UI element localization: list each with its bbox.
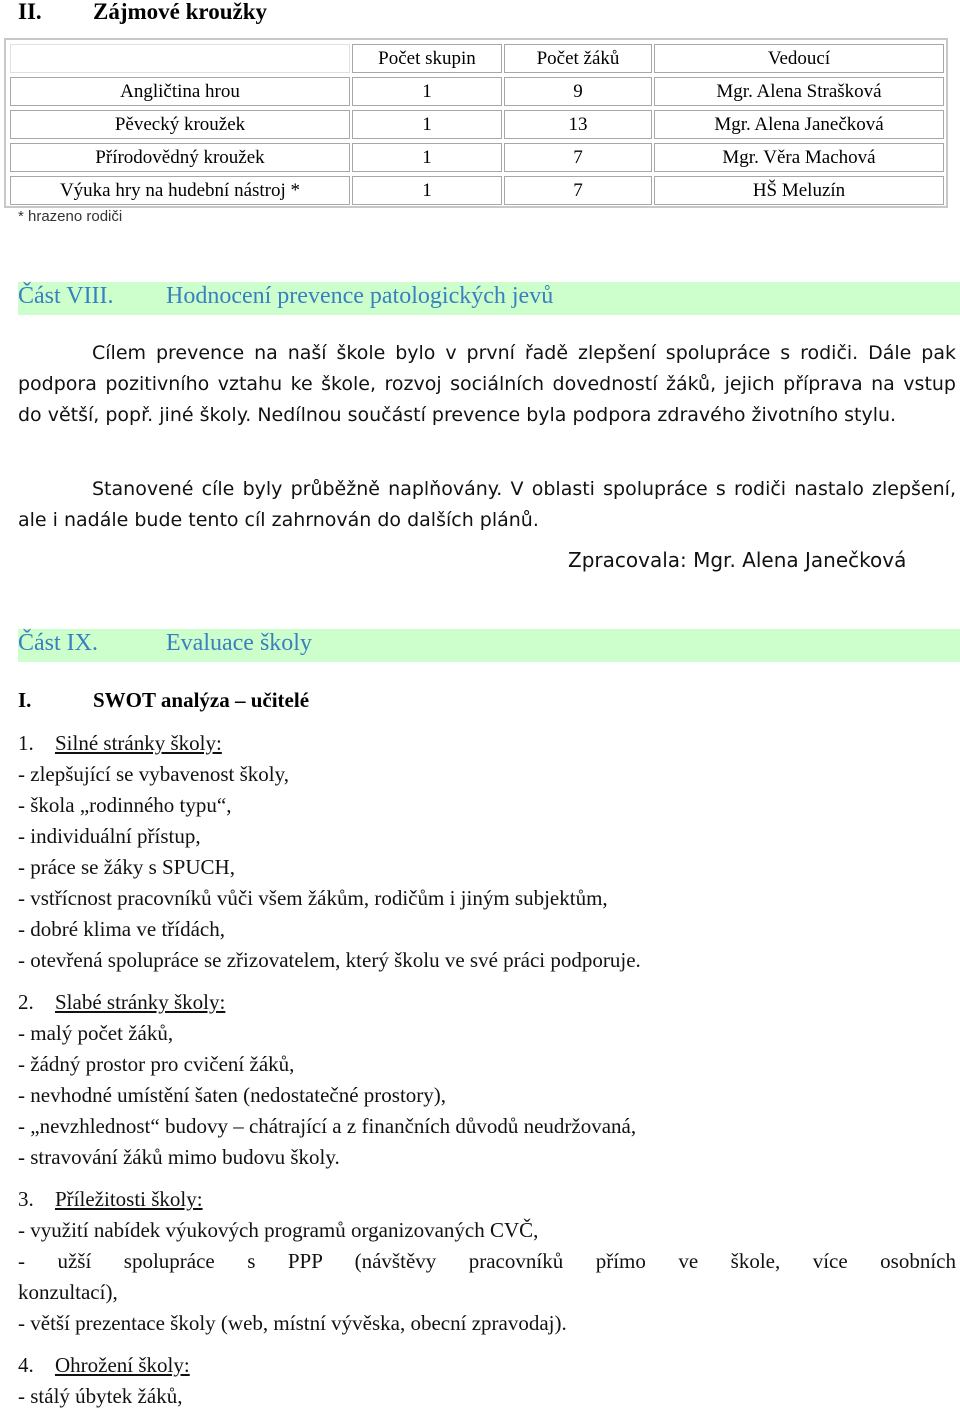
list-item: - větší prezentace školy (web, místní vývěska, obecní zpravodaj). (18, 1311, 567, 1335)
table-cell: 1 (352, 77, 502, 106)
swot-heading-weaknesses (18, 990, 225, 1015)
list-item: - stravování žáků mimo budovu školy. (18, 1145, 340, 1169)
part8-label: Část VIII. (18, 283, 114, 309)
section-heading: Slabé stránky školy: (55, 990, 226, 1014)
table-cell: 7 (504, 176, 652, 205)
list-item: - zlepšující se vybavenost školy, (18, 762, 290, 786)
clubs-table (4, 38, 948, 208)
table-cell: Přírodovědný kroužek (10, 143, 350, 172)
list-item: - užší spolupráce s PPP (návštěvy pracovníků přímo ve škole, více osobních (18, 1249, 956, 1273)
table-cell: 1 (352, 143, 502, 172)
part8-paragraph-2: Stanovené cíle byly průběžně naplňovány. V oblasti spolupráce s rodiči nastalo zlepšení, ale i nadále bude tento cíl zahrnován do dalších plánů. (18, 478, 956, 531)
section-number: 4. (18, 1353, 34, 1377)
swot-roman: I. (18, 688, 32, 712)
list-item: - individuální přístup, (18, 824, 201, 848)
table-cell: 1 (352, 110, 502, 139)
list-item: - vstřícnost pracovníků vůči všem žákům, rodičům i jiným subjektům, (18, 886, 608, 910)
list-item: - využití nabídek výukových programů organizovaných CVČ, (18, 1218, 539, 1242)
table-header-cell: Vedoucí (654, 44, 944, 73)
part8-heading-band (18, 282, 960, 315)
list-item: - žádný prostor pro cvičení žáků, (18, 1052, 295, 1076)
list-item: - práce se žáky s SPUCH, (18, 855, 235, 879)
list-item: - škola „rodinného typu“, (18, 793, 232, 817)
swot-heading-strengths (18, 731, 222, 756)
list-item: - stálý úbytek žáků, (18, 1384, 183, 1408)
swot-heading-opportunities (18, 1187, 203, 1212)
table-cell: Pěvecký kroužek (10, 110, 350, 139)
table-cell: 1 (352, 176, 502, 205)
table-cell: Mgr. Věra Machová (654, 143, 944, 172)
list-item: - otevřená spolupráce se zřizovatelem, který školu ve své práci podporuje. (18, 948, 641, 972)
section-number: 2. (18, 990, 34, 1014)
section-heading: Ohrožení školy: (55, 1353, 190, 1377)
part8-paragraph-1: Cílem prevence na naší škole bylo v první řadě zlepšení spolupráce s rodiči. Dále pak podpora pozitivního vztahu ke škole, rozvoj sociálních dovedností žáků, jejich příprava na vstup do větší, popř. jiné školy. Nedílnou součástí prevence byla podpora zdravého životního stylu. (18, 342, 956, 426)
list-item: - dobré klima ve třídách, (18, 917, 226, 941)
table-cell: Mgr. Alena Strašková (654, 77, 944, 106)
swot-title: SWOT analýza – učitelé (93, 688, 310, 712)
part9-title: Evaluace školy (166, 630, 312, 656)
section-roman: II. (18, 0, 42, 24)
table-cell: 9 (504, 77, 652, 106)
section-number: 3. (18, 1187, 34, 1211)
table-cell: HŠ Meluzín (654, 176, 944, 205)
table-cell: Výuka hry na hudební nástroj * (10, 176, 350, 205)
part9-label: Část IX. (18, 630, 98, 656)
table-cell: Mgr. Alena Janečková (654, 110, 944, 139)
part8-title: Hodnocení prevence patologických jevů (166, 283, 554, 309)
section-number: 1. (18, 731, 34, 755)
list-item: - „nevzhlednost“ budovy – chátrající a z finančních důvodů neudržovaná, (18, 1114, 637, 1138)
part9-heading-band (18, 629, 960, 662)
section-title: Zájmové kroužky (93, 0, 267, 24)
section-heading: Silné stránky školy: (55, 731, 222, 755)
table-footnote: * hrazeno rodiči (18, 208, 123, 225)
table-header-cell (10, 44, 350, 73)
part8-signature: Zpracovala: Mgr. Alena Janečková (568, 548, 907, 572)
table-cell: 7 (504, 143, 652, 172)
section-heading: Příležitosti školy: (55, 1187, 203, 1211)
table-cell: Angličtina hrou (10, 77, 350, 106)
list-item: konzultací), (18, 1280, 118, 1304)
list-item: - malý počet žáků, (18, 1021, 174, 1045)
swot-heading-threats (18, 1353, 190, 1378)
table-cell: 13 (504, 110, 652, 139)
table-header-cell: Počet skupin (352, 44, 502, 73)
table-header-cell: Počet žáků (504, 44, 652, 73)
list-item: - nevhodné umístění šaten (nedostatečné prostory), (18, 1083, 447, 1107)
